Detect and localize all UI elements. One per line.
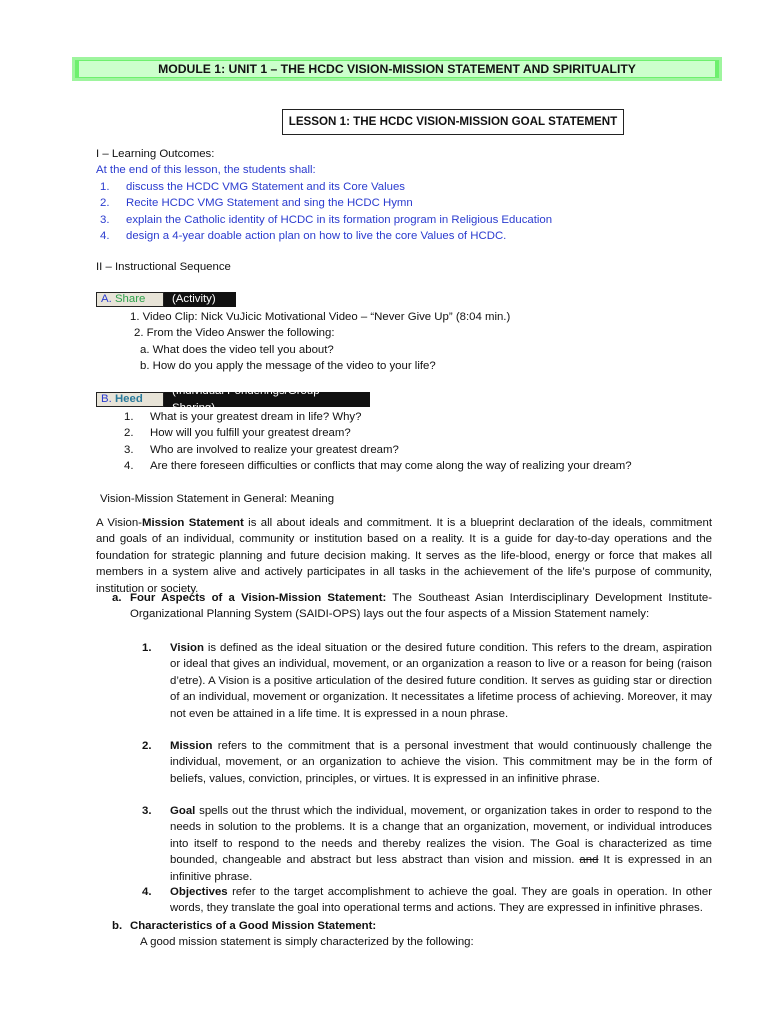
lesson-title: LESSON 1: THE HCDC VISION-MISSION GOAL STATEMENT bbox=[282, 109, 624, 135]
list-item: a. What does the video tell you about? bbox=[140, 343, 334, 356]
share-lines bbox=[130, 309, 690, 375]
list-item: 1. What is your greatest dream in life? Why? bbox=[124, 411, 362, 423]
heed-label-bar bbox=[96, 385, 370, 414]
aspect-objectives: 4. Objectives refer to the target accomplishment to achieve the goal. They are goals in operation. In other words, they translate the goal into operational terms and actions. They are expressed in infinitive phrases. bbox=[142, 886, 712, 915]
instructional-sequence-heading: II – Instructional Sequence bbox=[96, 261, 231, 273]
general-paragraph: A Vision-Mission Statement is all about ideals and commitment. It is a blueprint declaration of the ideals, commitment and goals of an individual, community or institution based on a reality. It is a guide for day-to-day operations and the foundation for strategic planning and future decision making. It serves as the life-blood, energy or force that makes all members in a system alive and actively participates in all tasks in the achievement of the life’s purpose of community, institution or society. bbox=[96, 517, 712, 595]
learning-outcomes-section bbox=[96, 146, 696, 244]
list-item: 2. How will you fulfill your greatest dream? bbox=[124, 427, 351, 440]
list-item: 2. Recite HCDC VMG Statement and sing the HCDC Hymn bbox=[100, 197, 413, 210]
list-item: 4. Are there foreseen difficulties or conflicts that may come along the way of realizing your dream? bbox=[124, 460, 632, 473]
learning-outcomes-heading: I – Learning Outcomes: bbox=[96, 148, 215, 160]
module-title: MODULE 1: UNIT 1 – THE HCDC VISION-MISSION STATEMENT AND SPIRITUALITY bbox=[79, 61, 715, 77]
list-item: 2. From the Video Answer the following: bbox=[134, 327, 335, 340]
list-item: 1. discuss the HCDC VMG Statement and its Core Values bbox=[100, 180, 405, 193]
heed-tag: B. Heed bbox=[96, 392, 164, 407]
aspect-mission: 2. Mission refers to the commitment that is a personal investment that would continuously challenge the individual, movement, or an organization to achieve the vision. This commitment may be in the form of beliefs, values, conviction, principles, or virtues. It is expressed in an infinitive phrase. bbox=[142, 740, 712, 785]
heed-list bbox=[124, 409, 724, 475]
module-banner bbox=[72, 57, 722, 81]
aspect-goal: 3. Goal spells out the thrust which the individual, movement, or organization takes in order to respond to the needs in solution to the problems. It is a change that an organization, movement, or individual introduces into itself to respond to the needs and thereby realizes the vision. The Goal is characterized as time bounded, changeable and abstract but less abstract than vision and mission. and It is expressed in an infinitive phrase. bbox=[142, 805, 712, 883]
characteristics-title: Characteristics of a Good Mission Statement: bbox=[130, 920, 377, 932]
learning-outcomes-intro: At the end of this lesson, the students shall: bbox=[96, 164, 316, 177]
learning-outcomes-list bbox=[96, 179, 696, 245]
list-item: 4. design a 4-year doable action plan on how to live the core Values of HCDC. bbox=[100, 230, 507, 243]
list-item: b. How do you apply the message of the video to your life? bbox=[140, 360, 436, 373]
share-label-bar bbox=[96, 292, 236, 307]
share-desc: (Activity) bbox=[164, 292, 236, 307]
list-item: 3. explain the Catholic identity of HCDC in its formation program in Religious Education bbox=[100, 213, 553, 226]
share-tag: A. Share bbox=[96, 292, 164, 307]
list-item: 3. Who are involved to realize your greatest dream? bbox=[124, 443, 399, 456]
characteristics-section: b. Characteristics of a Good Mission Statement: A good mission statement is simply characterized by the following: bbox=[112, 918, 712, 951]
characteristics-text: A good mission statement is simply characterized by the following: bbox=[140, 936, 474, 949]
four-aspects-intro: a. Four Aspects of a Vision-Mission Statement: The Southeast Asian Interdisciplinary Development Institute-Organizational Planning System (SAIDI-OPS) lays out the four aspects of a Mission Statement namely: bbox=[112, 592, 712, 621]
general-heading: Vision-Mission Statement in General: Meaning bbox=[100, 493, 335, 505]
list-item: 1. Video Clip: Nick VuJicic Motivational Video – “Never Give Up” (8:04 min.) bbox=[130, 311, 511, 323]
heed-desc: (Individual Ponderings/Group Sharing) bbox=[164, 392, 370, 407]
aspect-vision: 1. Vision is defined as the ideal situation or the desired future condition. This refers to the dream, aspiration or ideal that gives an individual, movement, or an organization a reason to live or a reason for being (raison d’etre). A Vision is a positive articulation of the desired future condition. It serves as guiding star or direction of an individual, movement or organization. It necessitates a lifetime process of achieving. Moreover, it may not even be attained in a life time. It is expressed in a noun phrase. bbox=[142, 642, 712, 720]
